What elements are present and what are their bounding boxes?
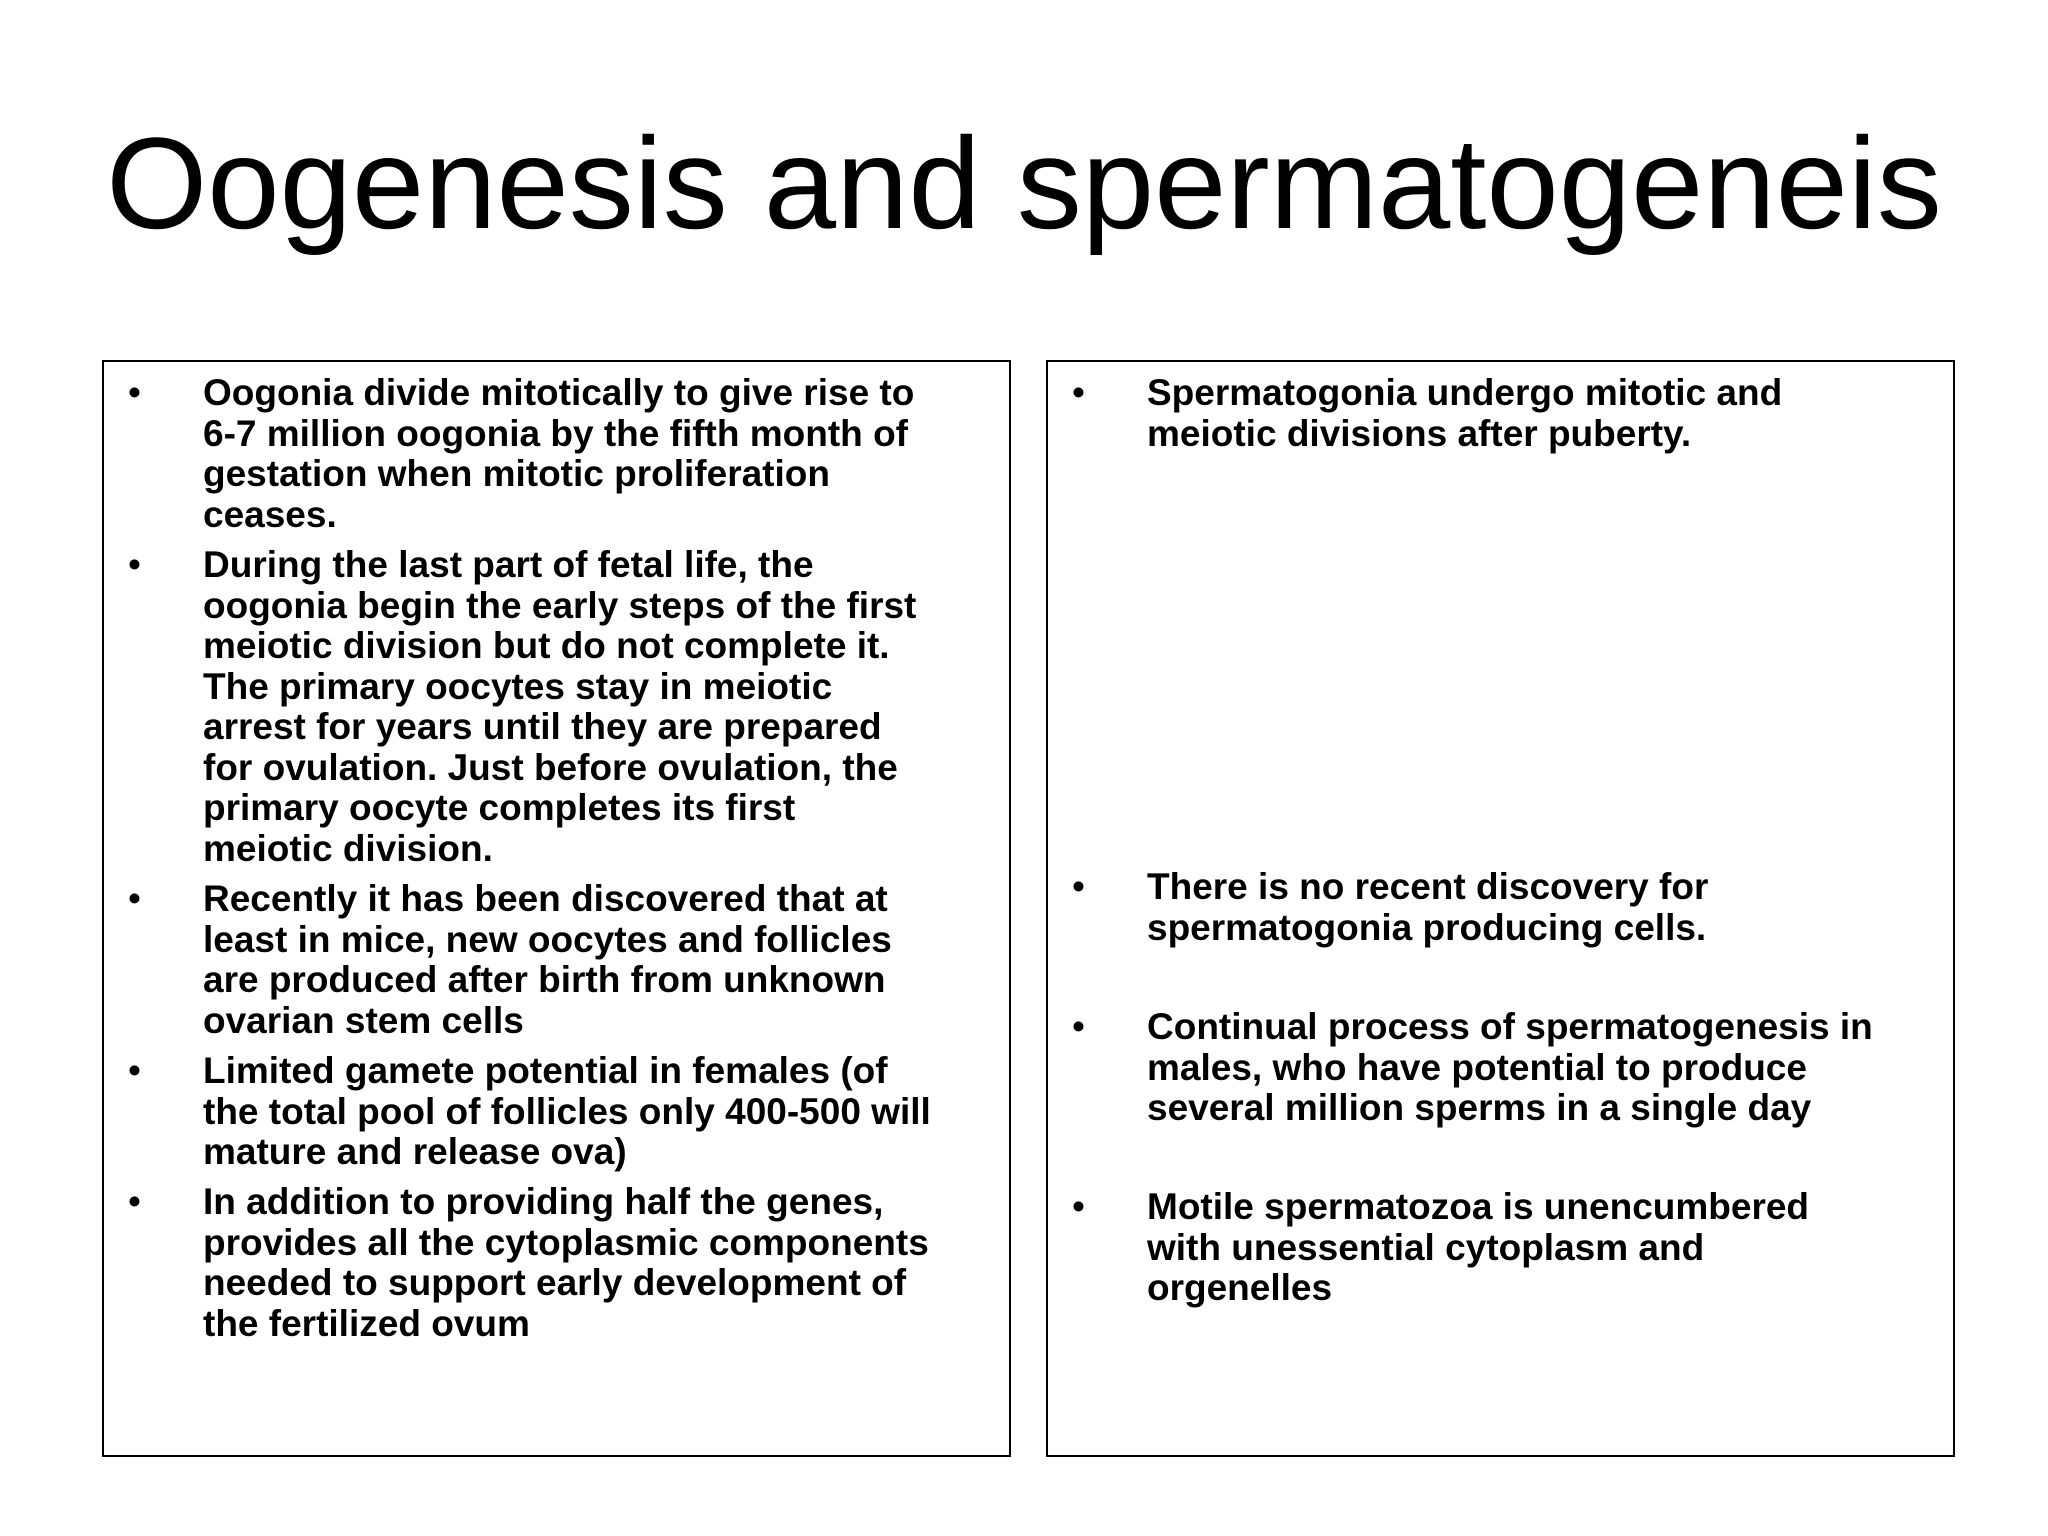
spermatogenesis-panel [1046,360,1955,1457]
bullet-marker: • [128,372,141,413]
bullet-text: Oogonia divide mitotically to give rise to 6-7 million oogonia by the fifth month of gestation when mitotic proliferation ceases. [203,372,915,535]
slide-title: Oogenesis and spermatogeneis [106,110,1942,256]
bullet-marker: • [1072,372,1085,413]
bullet-text: During the last part of fetal life, the oogonia begin the early steps of the first meiotic division but do not complete it. The primary oocytes stay in meiotic arrest for years until they are prepared for ovulation. Just before ovulation, the primary oocyte completes its first meiotic division. [203,544,917,869]
bullet-marker: • [128,544,141,585]
bullet-marker: • [1072,1006,1085,1047]
bullet-marker: • [128,1050,141,1091]
bullet-text: Motile spermatozoa is unencumbered with unessential cytoplasm and orgenelles [1147,1186,1810,1308]
bullet-text: Continual process of spermatogenesis in males, who have potential to produce several million sperms in a single day [1147,1006,1873,1128]
oogenesis-panel [102,360,1011,1457]
bullet-marker: • [1072,866,1085,907]
bullet-text: Spermatogonia undergo mitotic and meiotic divisions after puberty. [1147,372,1783,454]
bullet-text: There is no recent discovery for spermatogonia producing cells. [1147,866,1709,948]
bullet-marker: • [1072,1186,1085,1227]
bullet-marker: • [128,878,141,919]
bullet-marker: • [128,1181,141,1222]
bullet-text: In addition to providing half the genes, provides all the cytoplasmic components needed to support early development of the fertilized ovum [203,1181,929,1344]
bullet-text: Limited gamete potential in females (of the total pool of follicles only 400-500 will mature and release ova) [203,1050,931,1172]
bullet-text: Recently it has been discovered that at least in mice, new oocytes and follicles are produced after birth from unknown ovarian stem cells [203,878,892,1041]
